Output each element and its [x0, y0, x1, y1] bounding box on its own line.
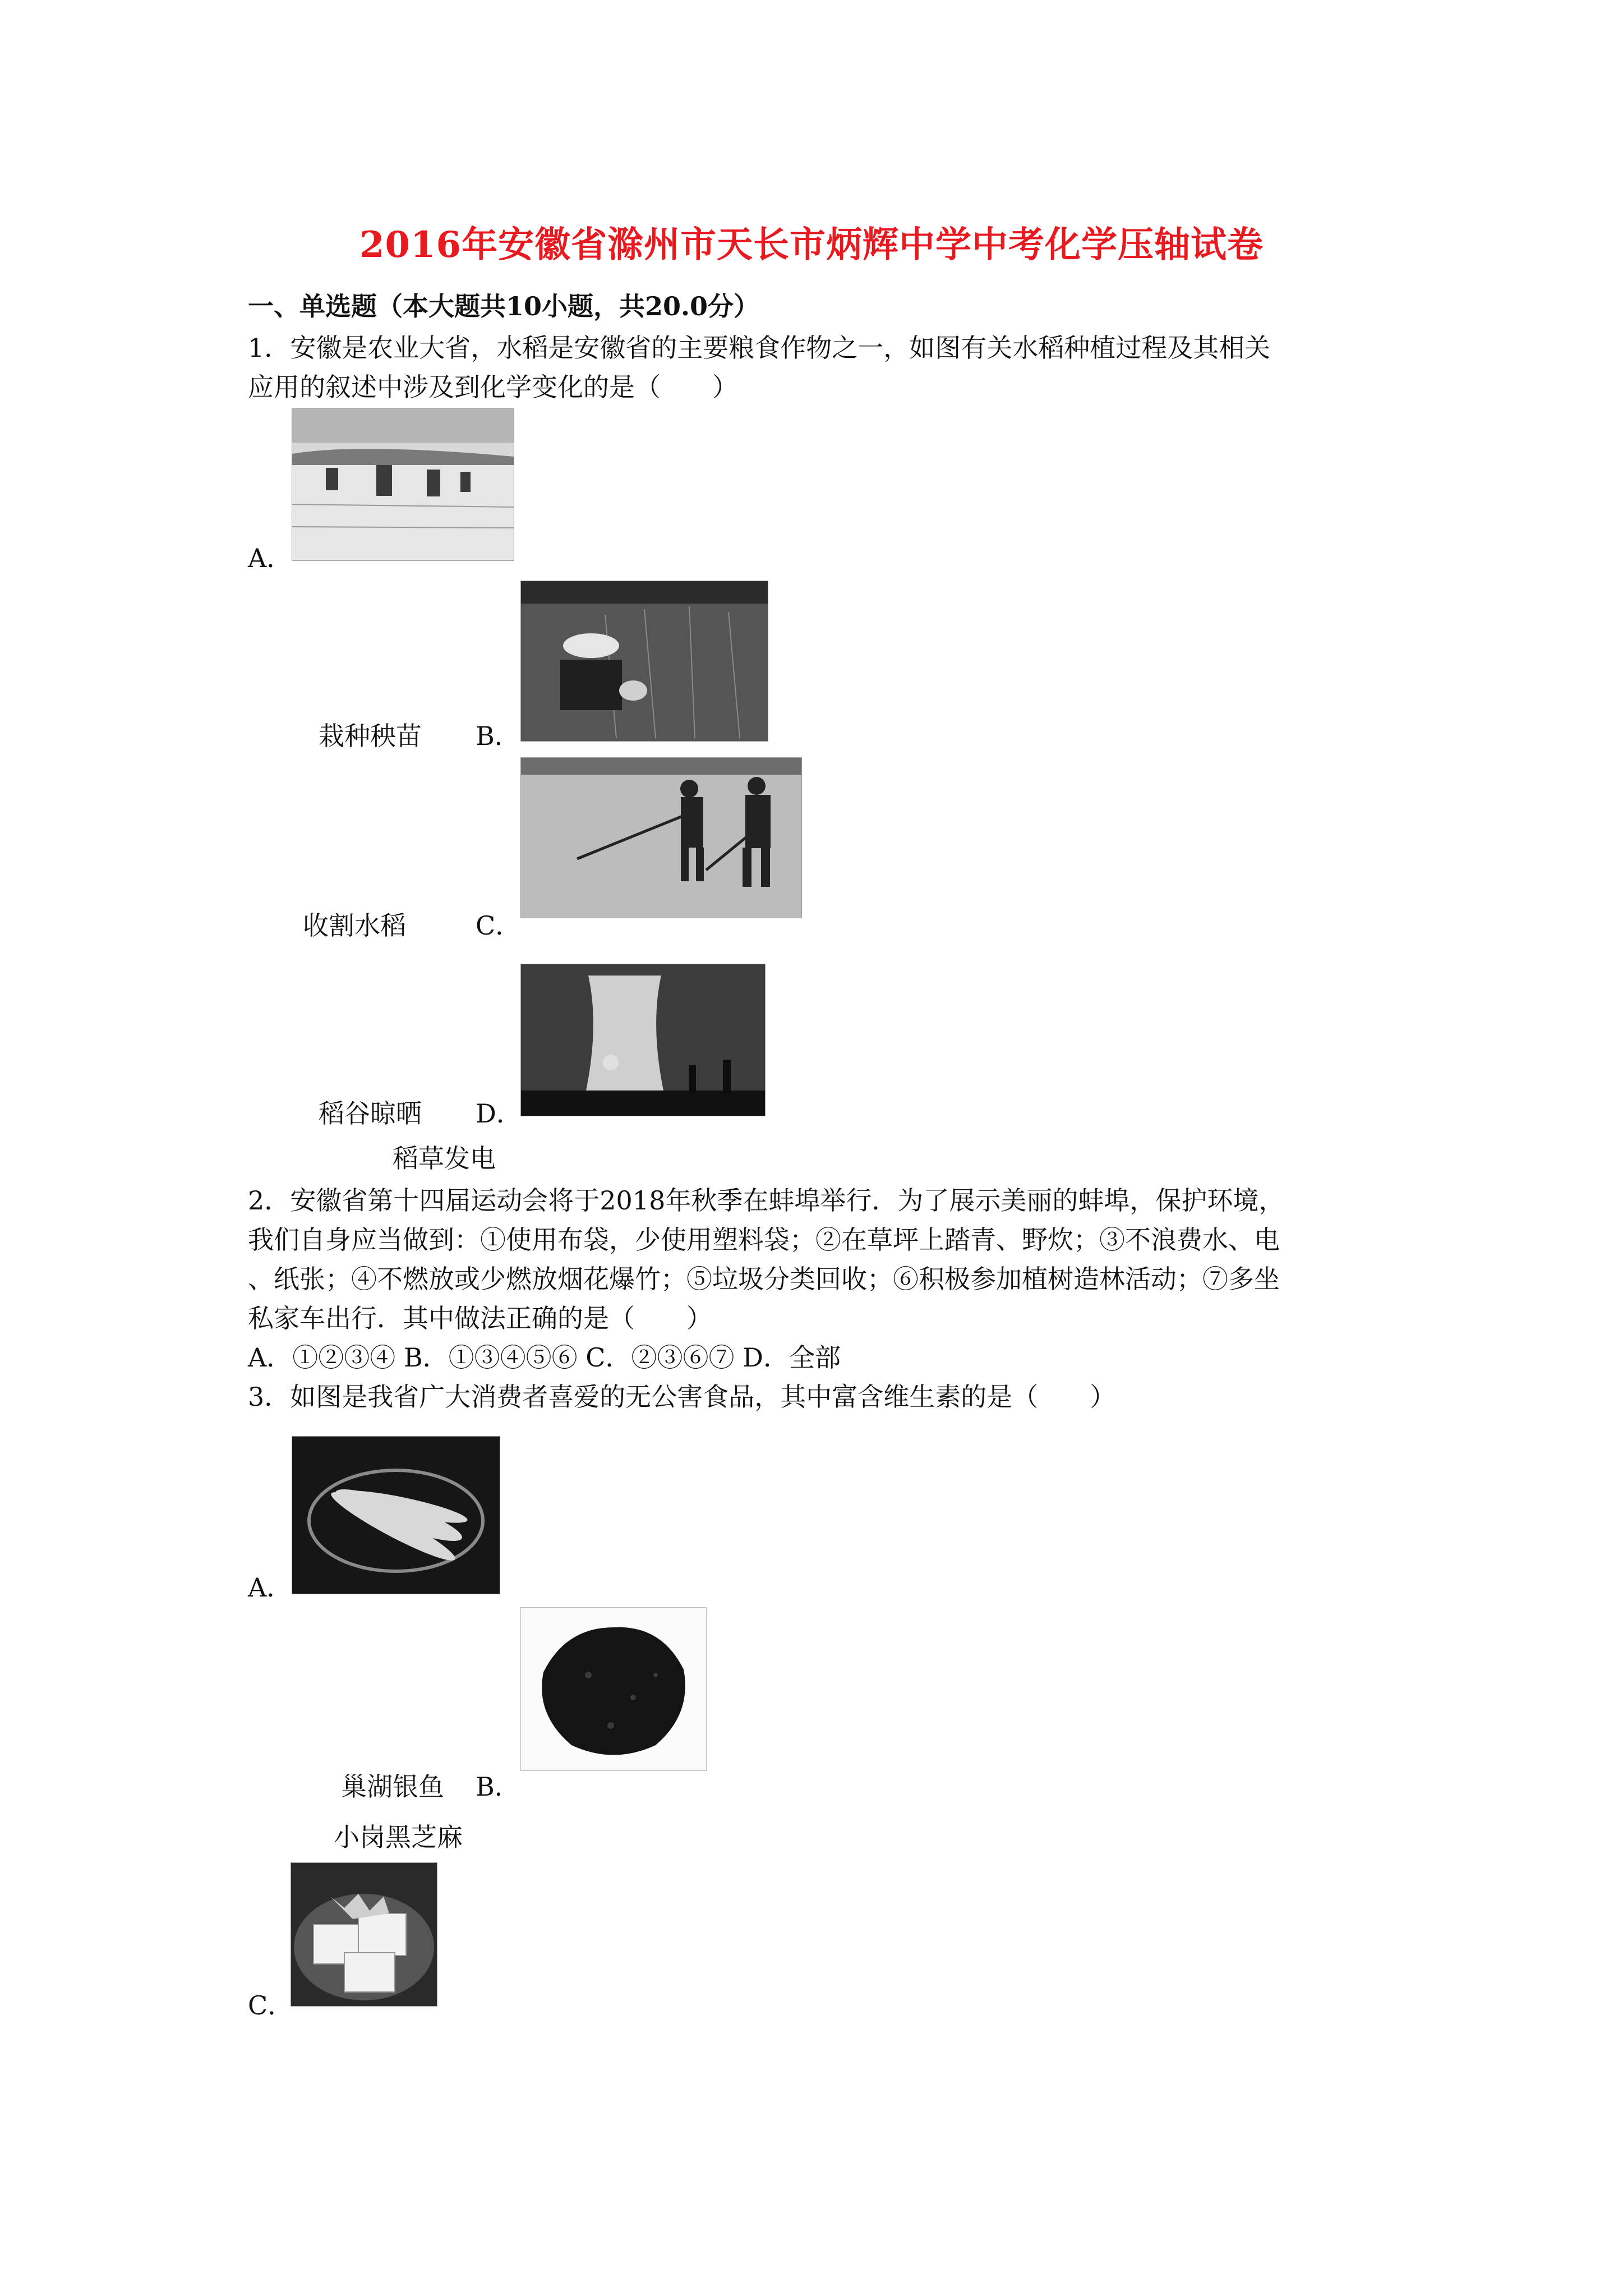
- q1-option-a-caption: 栽种秧苗: [319, 721, 422, 751]
- rice-planting-photo: [292, 408, 514, 561]
- q3-option-a-letter: A．: [248, 1572, 293, 1603]
- q1-option-d-letter: D．: [476, 1098, 522, 1129]
- q1-option-c-caption: 稻谷晾晒: [319, 1098, 422, 1129]
- q3-stem-line-1: 3．如图是我省广大消费者喜爱的无公害食品，其中富含维生素的是（ ）: [248, 1382, 1116, 1412]
- q3-option-b-letter: B．: [476, 1772, 520, 1802]
- q3-option-a-caption: 巢湖银鱼: [341, 1772, 444, 1802]
- section-heading: 一、单选题（本大题共10小题，共20.0分）: [248, 291, 760, 321]
- page-title: 2016年安徽省滁州市天长市炳辉中学中考化学压轴试卷: [359, 224, 1264, 266]
- q2-stem-line-4: 私家车出行．其中做法正确的是（ ）: [248, 1303, 712, 1333]
- q1-option-c-letter: C．: [476, 910, 522, 941]
- q2-stem-line-1: 2．安徽省第十四届运动会将于2018年秋季在蚌埠举行．为了展示美丽的蚌埠，保护环境，: [248, 1185, 1285, 1216]
- power-plant-photo: [520, 964, 766, 1116]
- q2-stem-line-2: 我们自身应当做到：①使用布袋，少使用塑料袋；②在草坪上踏青、野炊；③不浪费水、电: [248, 1225, 1280, 1255]
- q1-option-a-letter: A．: [248, 543, 293, 573]
- q2-stem-line-3: 、纸张；④不燃放或少燃放烟花爆竹；⑤垃圾分类回收；⑥积极参加植树造林活动；⑦多坐: [248, 1264, 1280, 1294]
- q3-option-c-letter: C．: [248, 1990, 294, 2021]
- tofu-photo: [291, 1862, 437, 2007]
- q1-option-b-letter: B．: [476, 721, 520, 751]
- grain-drying-photo: [520, 757, 802, 918]
- q1-stem-line-2: 应用的叙述中涉及到化学变化的是（ ）: [248, 372, 738, 402]
- black-sesame-photo: [520, 1607, 707, 1771]
- q1-option-d-caption: 稻草发电: [393, 1143, 496, 1174]
- q2-options: A．①②③④ B．①③④⑤⑥ C．②③⑥⑦ D．全部: [248, 1342, 841, 1373]
- q1-stem-line-1: 1．安徽是农业大省，水稻是安徽省的主要粮食作物之一，如图有关水稻种植过程及其相关: [248, 333, 1271, 363]
- q1-option-b-caption: 收割水稻: [303, 910, 406, 941]
- rice-harvest-photo: [520, 581, 768, 742]
- silverfish-photo: [292, 1436, 500, 1594]
- q3-option-b-caption: 小岗黑芝麻: [334, 1822, 463, 1852]
